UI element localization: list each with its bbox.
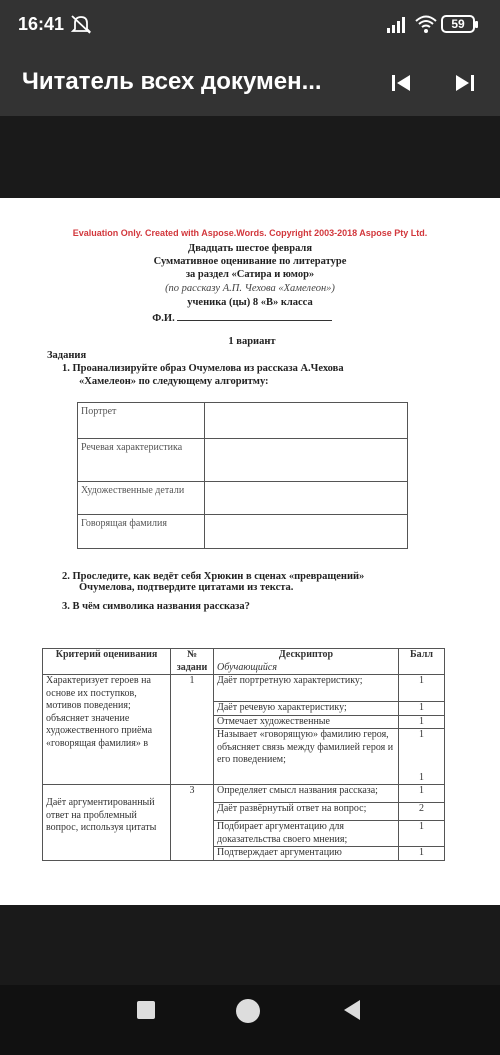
points-cell: 1 bbox=[399, 847, 445, 861]
points-cell: 1 bbox=[399, 715, 445, 729]
points-cell: 1 bbox=[399, 675, 445, 702]
descriptor-cell: Называет «говорящую» фамилию героя, объясняет связь между фамилией героя и его поведением; bbox=[214, 729, 399, 785]
points-cell: 2 bbox=[399, 803, 445, 821]
table-cell-answer[interactable] bbox=[205, 439, 408, 482]
task-number-1: 1 bbox=[171, 675, 214, 785]
analysis-table bbox=[77, 402, 408, 549]
table-row bbox=[43, 675, 445, 702]
points-cell: 1 bbox=[399, 821, 445, 847]
status-bar bbox=[0, 0, 500, 50]
table-row bbox=[78, 439, 408, 482]
header-descriptor-title: Дескриптор bbox=[278, 649, 334, 660]
table-header-row bbox=[43, 649, 445, 675]
tasks-label: Задания bbox=[47, 350, 87, 361]
table-cell-answer[interactable] bbox=[205, 482, 408, 515]
app-bar bbox=[0, 50, 500, 116]
previous-page-button[interactable] bbox=[384, 66, 418, 100]
criteria-table bbox=[42, 648, 445, 861]
points-value-2: 1 bbox=[419, 771, 424, 783]
header-task-number: № задани bbox=[171, 649, 214, 675]
document-heading: Суммативное оценивание по литературе bbox=[153, 256, 347, 267]
next-page-button[interactable] bbox=[448, 66, 482, 100]
header-descriptor bbox=[214, 649, 399, 675]
table-cell-answer[interactable] bbox=[205, 403, 408, 439]
navigation-bar bbox=[0, 985, 500, 1055]
header-criterion: Критерий оценивания bbox=[43, 649, 171, 675]
fio-blank-line bbox=[177, 311, 332, 321]
back-button[interactable] bbox=[342, 998, 362, 1022]
clock: 16:41 bbox=[18, 14, 65, 34]
fio-label: Ф.И. bbox=[152, 313, 175, 324]
descriptor-cell: Определяет смысл названия рассказа; bbox=[214, 785, 399, 803]
descriptor-cell: Даёт портретную характеристику; bbox=[214, 675, 399, 702]
header-descriptor-sub: Обучающийся bbox=[217, 661, 278, 673]
app-title: Читатель всех докумен... bbox=[22, 68, 322, 95]
descriptor-cell: Даёт развёрнутый ответ на вопрос; bbox=[214, 803, 399, 821]
document-subtitle: (по рассказу А.П. Чехова «Хамелеон») bbox=[165, 283, 335, 294]
points-cell: 1 bbox=[399, 785, 445, 803]
table-cell-label: Говорящая фамилия bbox=[78, 515, 205, 549]
document-date: Двадцать шестое февраля bbox=[187, 243, 313, 254]
points-value: 1 bbox=[419, 729, 424, 740]
battery-indicator: 59 bbox=[441, 15, 475, 33]
recent-apps-button[interactable] bbox=[137, 1001, 155, 1019]
table-cell-label: Речевая характеристика bbox=[78, 439, 205, 482]
notifications-muted-icon bbox=[70, 14, 92, 34]
descriptor-cell: Даёт речевую характеристику; bbox=[214, 702, 399, 716]
descriptor-cell: Подтверждает аргументацию bbox=[214, 847, 399, 861]
student-class: ученика (цы) 8 «В» класса bbox=[187, 297, 313, 308]
points-cell: 1 bbox=[399, 702, 445, 716]
wifi-icon bbox=[415, 14, 437, 34]
table-row bbox=[78, 403, 408, 439]
criterion-2: Даёт аргументированный ответ на проблемный вопрос, используя цитаты bbox=[43, 785, 171, 861]
descriptor-cell: Отмечает художественные bbox=[214, 715, 399, 729]
points-cell bbox=[399, 729, 445, 785]
table-row bbox=[43, 785, 445, 803]
task-2-line-2: Очумелова, подтвердите цитатами из текста. bbox=[79, 582, 294, 593]
fio-field bbox=[0, 311, 492, 324]
criterion-1: Характеризует героев на основе их поступков, мотивов поведения; объясняет значение художественного приёма «говорящая фамилия» в bbox=[43, 675, 171, 785]
table-cell-label: Художественные детали bbox=[78, 482, 205, 515]
header-points: Балл bbox=[399, 649, 445, 675]
descriptor-cell: Подбирает аргументацию для доказательства своего мнения; bbox=[214, 821, 399, 847]
variant-label: 1 вариант bbox=[228, 336, 276, 347]
home-button[interactable] bbox=[236, 999, 260, 1023]
document-section: за раздел «Сатира и юмор» bbox=[185, 269, 315, 280]
task-1-line-2: «Хамелеон» по следующему алгоритму: bbox=[79, 376, 269, 387]
task-1-line-1: 1. Проанализируйте образ Очумелова из рассказа А.Чехова bbox=[62, 363, 344, 374]
signal-icon bbox=[387, 15, 409, 33]
evaluation-watermark: Evaluation Only. Created with Aspose.Words. Copyright 2003-2018 Aspose Pty Ltd. bbox=[72, 228, 428, 238]
task-number-3: 3 bbox=[171, 785, 214, 861]
table-row bbox=[78, 482, 408, 515]
table-row bbox=[78, 515, 408, 549]
table-cell-label: Портрет bbox=[78, 403, 205, 439]
task-3: 3. В чём символика названия рассказа? bbox=[62, 601, 250, 612]
task-2-line-1: 2. Проследите, как ведёт себя Хрюкин в сценах «превращений» bbox=[62, 571, 365, 582]
table-cell-answer[interactable] bbox=[205, 515, 408, 549]
document-page[interactable] bbox=[0, 198, 500, 905]
